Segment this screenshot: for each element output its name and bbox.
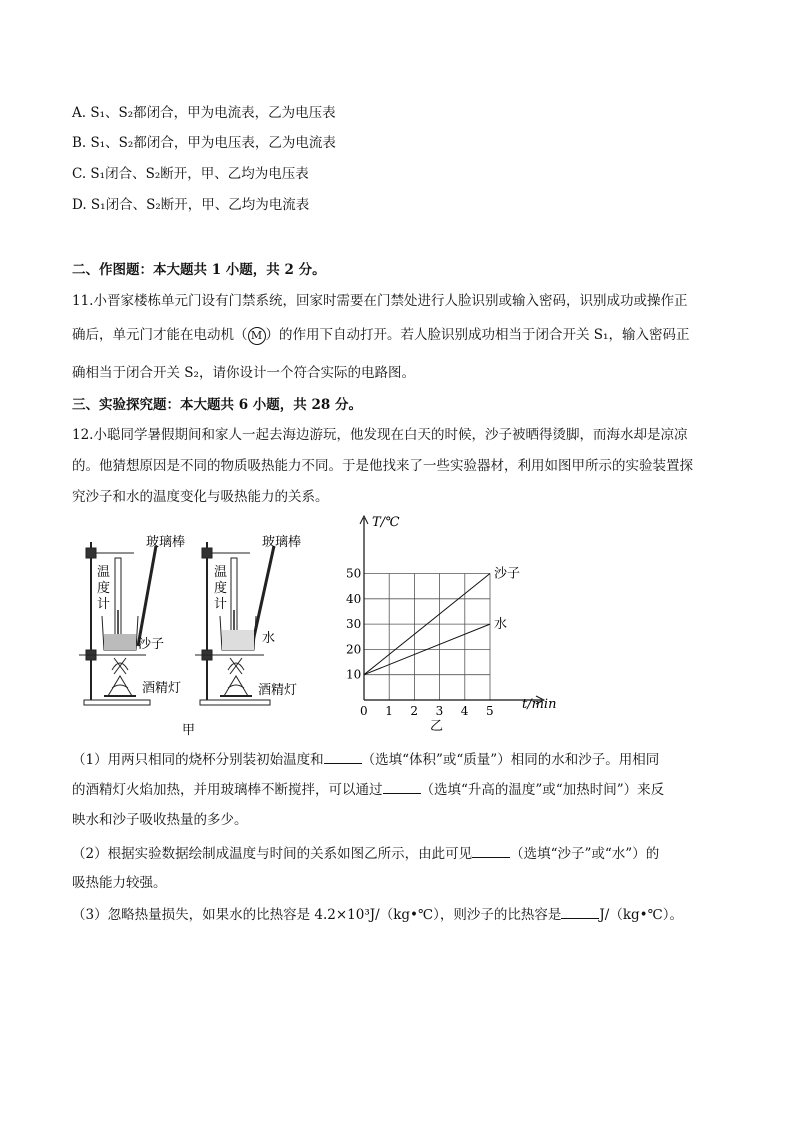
q12-sub3a: （3）忽略热量损失，如果水的比热容是 4.2×10³J/（kg•℃），则沙子的比热容是 [72, 907, 562, 923]
thermo-label-left-1: 温 [97, 565, 111, 580]
y-tick-label-50: 50 [346, 566, 362, 581]
q12-sub2-line1 [72, 845, 659, 863]
section3-heading: 三、实验探究题：本大题共 6 小题，共 28 分。 [72, 397, 362, 413]
lamp-label-right: 酒精灯 [258, 683, 298, 698]
q11-line2a: 确后，单元门才能在电动机（ [72, 327, 248, 343]
thermo-label-left-2: 度 [97, 581, 111, 596]
q12-sub1-line2 [72, 781, 664, 799]
x-tick-label-4: 4 [460, 704, 469, 718]
series-label-0: 沙子 [494, 566, 521, 582]
q12-sub2a: （2）根据实验数据绘制成温度与时间的关系如图乙所示，由此可见 [72, 846, 473, 862]
chart-ylabel: T/℃ [372, 515, 400, 530]
q12-sub1e: 映水和沙子吸收热量的多少。 [72, 812, 248, 828]
chart-xlabel: t/min [522, 697, 557, 712]
rod-label-right: 玻璃棒 [262, 535, 302, 550]
thermo-label-right-3: 计 [214, 597, 228, 612]
y-tick-label-10: 10 [346, 667, 362, 682]
thermo-label-right-1: 温 [214, 565, 228, 580]
option-b: B. S₁、S₂都闭合，甲为电压表，乙为电流表 [72, 135, 336, 151]
q12-sub2c: 吸热能力较强。 [72, 875, 167, 891]
y-tick-label-20: 20 [346, 642, 362, 657]
q12-line3: 究沙子和水的温度变化与吸热能力的关系。 [72, 489, 329, 505]
option-c: C. S₁闭合、S₂断开，甲、乙均为电压表 [72, 166, 309, 182]
blank-1[interactable] [324, 751, 362, 764]
figure-jia-caption: 甲 [182, 723, 196, 738]
y-tick-label-40: 40 [346, 591, 362, 606]
blank-4[interactable] [561, 906, 599, 919]
q11-line2 [72, 326, 689, 345]
rod-label-left: 玻璃棒 [146, 535, 186, 550]
x-tick-label-5: 5 [486, 704, 494, 718]
water-label: 水 [262, 631, 276, 646]
q11-line2b: ）的作用下自动打开。若人脸识别成功相当于闭合开关 S₁，输入密码正 [265, 327, 690, 343]
x-tick-label-2: 2 [410, 704, 419, 718]
q12-sub3b: J/（kg•℃）。 [599, 907, 683, 923]
chart-ticks [346, 567, 494, 719]
thermo-label-left-3: 计 [97, 597, 111, 612]
q12-sub2b: （选填“沙子”或“水”）的 [510, 846, 660, 862]
thermo-label-right-2: 度 [214, 581, 228, 596]
q12-sub1b: （选填“体积”或“质量”）相同的水和沙子。用相同 [361, 752, 660, 768]
lamp-label-left: 酒精灯 [142, 681, 182, 696]
q12-sub1-line1 [72, 751, 659, 769]
chart-series [364, 566, 520, 675]
q12-line2: 的。他猜想原因是不同的物质吸热能力不同。于是他找来了一些实验器材，利用如图甲所示的实验装置探 [72, 458, 693, 474]
q11-line3: 确相当于闭合开关 S₂，请你设计一个符合实际的电路图。 [72, 365, 415, 381]
series-label-1: 水 [494, 617, 508, 633]
q12-line1: 12.小聪同学暑假期间和家人一起去海边游玩，他发现在白天的时候，沙子被晒得烫脚，而海水却是凉凉 [72, 427, 688, 443]
q12-sub3 [72, 906, 683, 924]
q12-sub1c: 的酒精灯火焰加热，并用玻璃棒不断搅拌，可以通过 [72, 782, 383, 798]
blank-2[interactable] [383, 781, 421, 794]
option-d: D. S₁闭合、S₂断开，甲、乙均为电流表 [72, 197, 310, 213]
figure-yi-caption: 乙 [430, 719, 444, 734]
section2-heading: 二、作图题：本大题共 1 小题，共 2 分。 [72, 262, 326, 278]
x-tick-label-3: 3 [435, 704, 444, 718]
motor-icon: M [248, 327, 266, 345]
sand-label: 沙子 [138, 637, 165, 652]
chart-grid [364, 574, 490, 701]
option-a: A. S₁、S₂都闭合，甲为电流表，乙为电压表 [72, 105, 336, 121]
x-tick-label-0: 0 [360, 704, 368, 718]
q11-line1: 11.小晋家楼栋单元门设有门禁系统，回家时需要在门禁处进行人脸识别或输入密码，识别成功或操作正 [72, 293, 688, 309]
x-tick-label-1: 1 [385, 704, 393, 718]
blank-3[interactable] [472, 845, 510, 858]
q12-sub1d: （选填“升高的温度”或“加热时间”）来反 [420, 782, 665, 798]
y-tick-label-30: 30 [346, 617, 362, 632]
q12-sub1a: （1）用两只相同的烧杯分别装初始温度和 [72, 752, 324, 768]
chart-axes [360, 516, 544, 704]
apparatus-figure [74, 528, 334, 740]
temperature-chart [336, 510, 566, 742]
